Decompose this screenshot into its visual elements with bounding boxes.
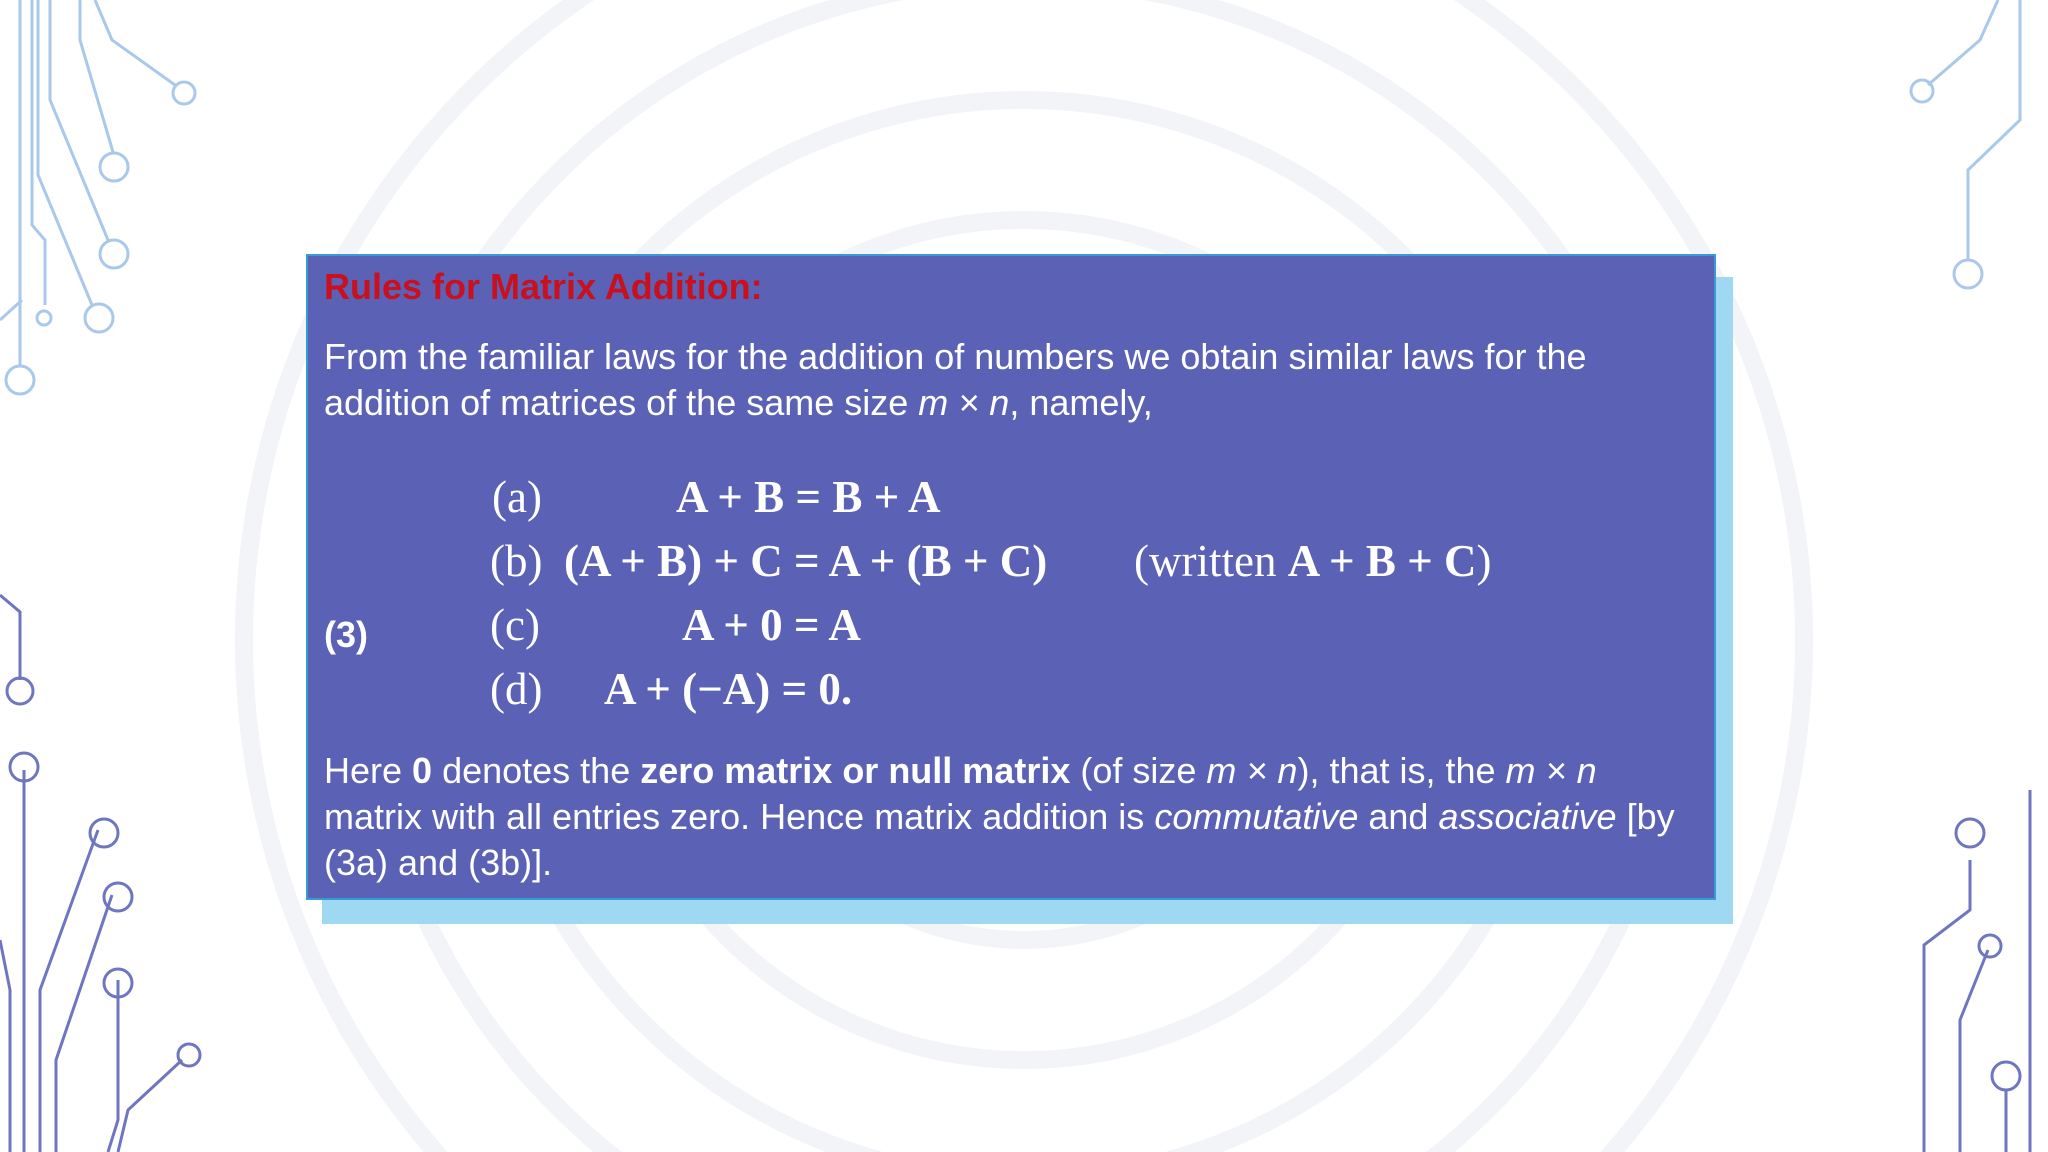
zero-matrix-term: zero matrix or null matrix [640,750,1071,791]
intro-text: From the familiar laws for the addition of numbers we obtain similar laws for the addition of matrices of the same size [324,336,1587,423]
circuit-decoration-top-left [0,0,220,400]
circuit-decoration-top-right [1880,0,2048,300]
circuit-decoration-bottom-right [1880,790,2048,1152]
note-prefix: (written [1134,536,1288,586]
equation-label-b: (b) [490,536,543,586]
equation-formula-b: (A + B) + C = A + (B + C) [564,536,1048,586]
circuit-decoration-bottom-left [0,590,220,1152]
explanation-text: (of size [1070,750,1207,791]
explanation-text: matrix with all entries zero. Hence matrix addition is [324,796,1155,837]
equation-note-b [1134,535,1492,587]
size-symbol: m × n [1206,750,1298,791]
size-symbol: m × n [1505,750,1597,791]
note-suffix: ) [1476,536,1492,586]
equation-formula-a: A + B = B + A [676,472,941,522]
size-symbol: m × n [918,382,1010,423]
explanation-text: ), that is, the [1297,750,1506,791]
equation-label-a: (a) [492,472,542,522]
explanation-text: [by (3a) and (3b)]. [324,796,1675,883]
explanation-paragraph [324,748,1704,886]
equation-formula-c: A + 0 = A [682,600,861,650]
zero-symbol: 0 [412,750,433,791]
commutative-term: commutative [1154,796,1359,837]
panel-title: Rules for Matrix Addition: [324,266,763,307]
intro-paragraph [324,334,1694,426]
equation-number: (3) [324,614,368,655]
intro-text-end: , namely, [1009,382,1153,423]
equation-label-c: (c) [490,600,540,650]
explanation-text: denotes the [432,750,641,791]
equation-formula-d: A + (−A) = 0. [604,664,853,714]
explanation-text: Here [324,750,413,791]
associative-term: associative [1438,796,1617,837]
equation-label-d: (d) [490,664,543,714]
explanation-text: and [1358,796,1439,837]
note-formula: A + B + C [1287,536,1477,586]
content-panel [306,254,1716,900]
